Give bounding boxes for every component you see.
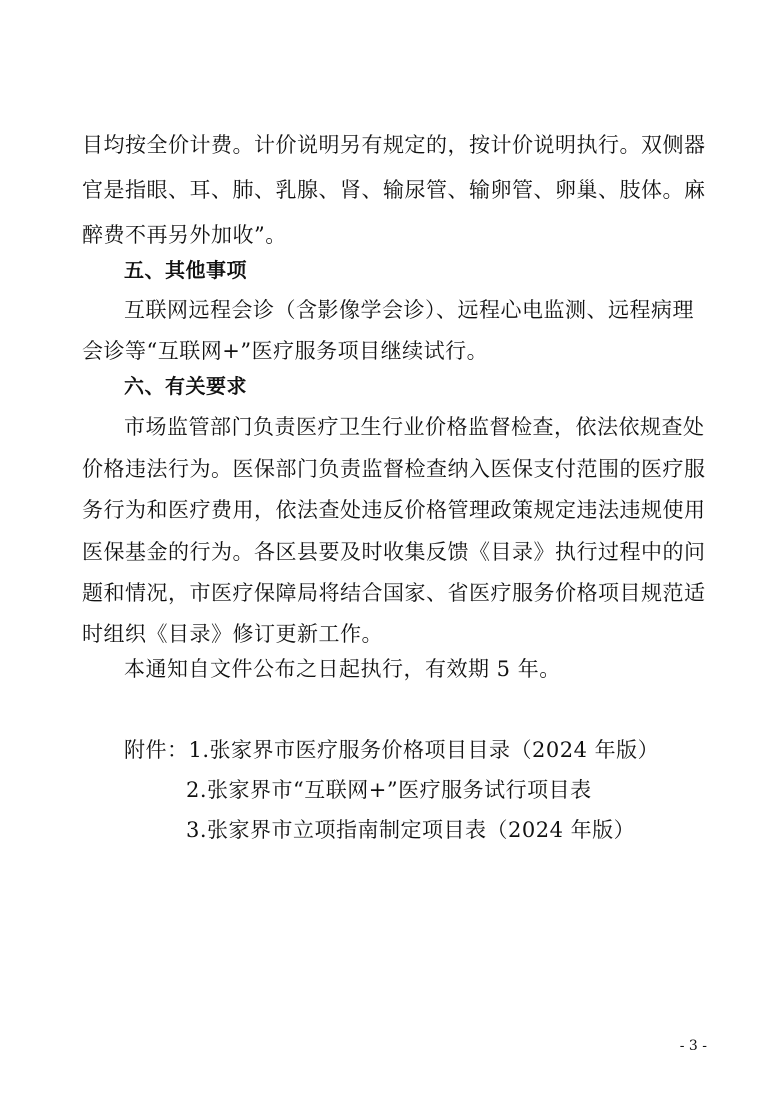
body-line: 务行为和医疗费用，依法查处违反价格管理政策规定违法违规使用 — [82, 498, 706, 522]
body-line: 医保基金的行为。各区县要及时收集反馈《目录》执行过程中的问 — [82, 540, 706, 564]
body-line: 互联网远程会诊（含影像学会诊）、远程心电监测、远程病理 — [124, 298, 694, 322]
effective-date-notice: 本通知自文件公布之日起执行，有效期 5 年。 — [124, 657, 561, 681]
attachments-label: 附件： — [124, 738, 189, 762]
section-heading-requirements: 六、有关要求 — [124, 374, 247, 398]
attachment-item-1 — [124, 735, 744, 765]
page-number: - 3 - — [679, 1038, 707, 1054]
body-line: 目均按全价计费。计价说明另有规定的，按计价说明执行。双侧器 — [82, 133, 706, 157]
body-line: 价格违法行为。医保部门负责监督检查纳入医保支付范围的医疗服 — [82, 457, 706, 481]
body-line: 题和情况，市医疗保障局将结合国家、省医疗服务价格项目规范适 — [82, 581, 706, 605]
body-line: 官是指眼、耳、肺、乳腺、肾、输尿管、输卵管、卵巢、肢体。麻 — [82, 178, 706, 202]
body-line: 市场监管部门负责医疗卫生行业价格监督检查，依法依规查处 — [124, 415, 705, 439]
attachment-title: 1.张家界市医疗服务价格项目目录（2024 年版） — [188, 738, 660, 762]
attachment-item-2: 2.张家界市“互联网+”医疗服务试行项目表 — [186, 778, 592, 802]
section-heading-other-matters: 五、其他事项 — [124, 258, 247, 282]
body-line: 醉费不再另外加收”。 — [82, 223, 287, 247]
attachment-item-3: 3.张家界市立项指南制定项目表（2024 年版） — [186, 818, 636, 842]
body-line: 会诊等“互联网+”医疗服务项目继续试行。 — [82, 339, 489, 363]
body-line: 时组织《目录》修订更新工作。 — [82, 622, 383, 646]
